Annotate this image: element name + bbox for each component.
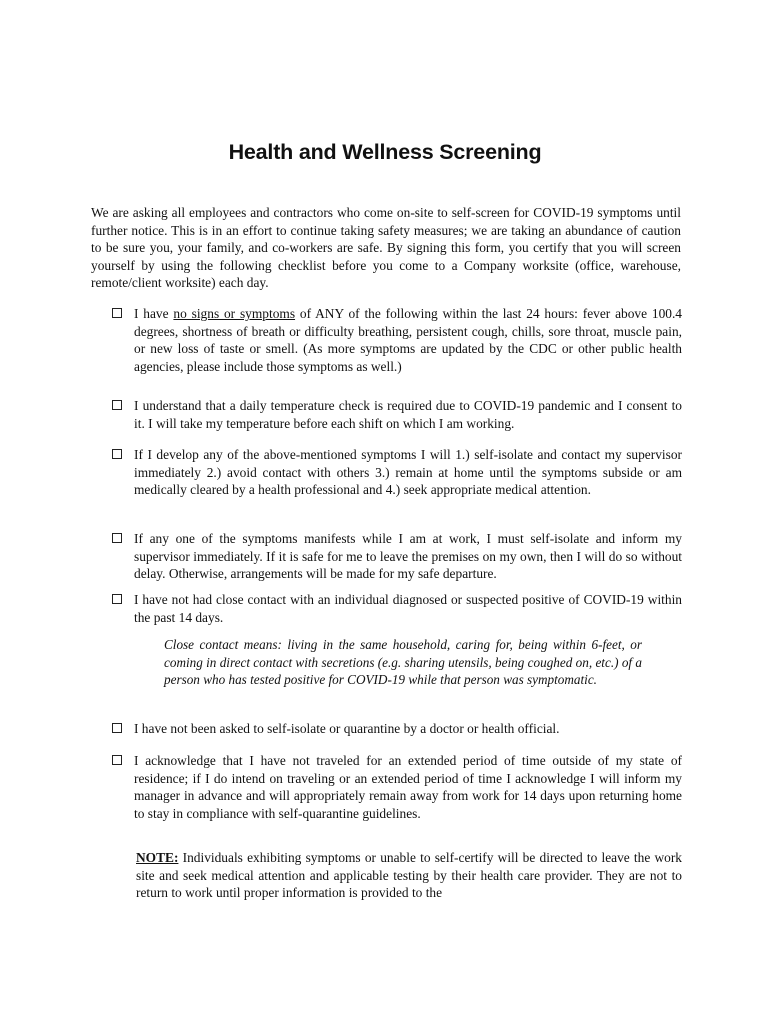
close-contact-definition: Close contact means: living in the same household, caring for, being within 6-feet, or coming in direct contact with secretions (e.g. sharing utensils, being coughed on, etc.) of a person who has tested positive for COVID-19 while that person was symptomatic. bbox=[164, 637, 642, 688]
checkbox-icon[interactable] bbox=[112, 449, 122, 459]
page-title: Health and Wellness Screening bbox=[228, 140, 542, 164]
item-text-rest: of ANY of the following within the last 24 hours: fever above 100.4 degrees, shortness of breath or difficulty breathing, persistent cough, chills, sore throat, muscle pain, or new loss of taste or smell. (As more symptoms are updated by the CDC or other public health agencies, please include those symptoms as well.) bbox=[134, 306, 683, 374]
checklist-item-develop-symptoms bbox=[112, 446, 682, 499]
checkbox-icon[interactable] bbox=[112, 723, 122, 733]
checkbox-icon[interactable] bbox=[112, 533, 122, 543]
checklist-item-text: If any one of the symptoms manifests while I am at work, I must self-isolate and inform my supervisor immediately. If it is safe for me to leave the premises on my own, then I will do so without delay. Otherwise, arrangements will be made for my safe departure. bbox=[134, 531, 682, 582]
checklist-item-text: I understand that a daily temperature check is required due to COVID-19 pandemic and I consent to it. I will take my temperature before each shift on which I am working. bbox=[134, 398, 682, 431]
checkbox-icon[interactable] bbox=[112, 594, 122, 604]
checklist-item-travel bbox=[112, 752, 682, 822]
checklist-item-temperature bbox=[112, 397, 682, 432]
checklist-item-text: If I develop any of the above-mentioned symptoms I will 1.) self-isolate and contact my supervisor immediately 2.) avoid contact with others 3.) remain at home until the symptoms subside or am medically cleared by a health professional and 4.) seek appropriate medical attention. bbox=[134, 447, 682, 498]
checklist-item-text: I have not had close contact with an individual diagnosed or suspected positive of COVID-19 within the past 14 days. bbox=[134, 592, 682, 625]
item-text-prefix: I have bbox=[134, 306, 174, 321]
intro-paragraph: We are asking all employees and contractors who come on-site to self-screen for COVID-19 symptoms until further notice. This is in an effort to continue taking safety measures; we are taking an abundance of caution to be sure you, your family, and co-workers are safe. By signing this form, you certify that you will screen yourself by using the following checklist before you come to a Company worksite (office, warehouse, remote/client worksite) each day. bbox=[91, 205, 681, 291]
checklist-item-text: I have not been asked to self-isolate or quarantine by a doctor or health official. bbox=[134, 721, 560, 736]
checklist-item-at-work bbox=[112, 530, 682, 583]
checklist-item-close-contact bbox=[112, 591, 682, 626]
checklist-item-text: I acknowledge that I have not traveled for an extended period of time outside of my state of residence; if I do intend on traveling or an extended period of time I acknowledge I will inform my manager in advance and will appropriately remain away from work for 14 days upon returning home to stay in compliance with self-quarantine guidelines. bbox=[134, 753, 682, 821]
checkbox-icon[interactable] bbox=[112, 308, 122, 318]
checklist-item-text bbox=[134, 305, 682, 375]
note-text: Individuals exhibiting symptoms or unable to self-certify will be directed to leave the work site and seek medical attention and applicable testing by their health care provider. They are not to return to work until proper information is provided to the bbox=[136, 850, 682, 901]
checkbox-icon[interactable] bbox=[112, 400, 122, 410]
checklist-item-quarantine bbox=[112, 720, 682, 738]
checkbox-icon[interactable] bbox=[112, 755, 122, 765]
checklist-item-no-symptoms bbox=[112, 305, 682, 375]
item-text-underlined: no signs or symptoms bbox=[173, 306, 296, 321]
note-paragraph bbox=[136, 849, 682, 902]
note-label: NOTE: bbox=[136, 850, 179, 865]
